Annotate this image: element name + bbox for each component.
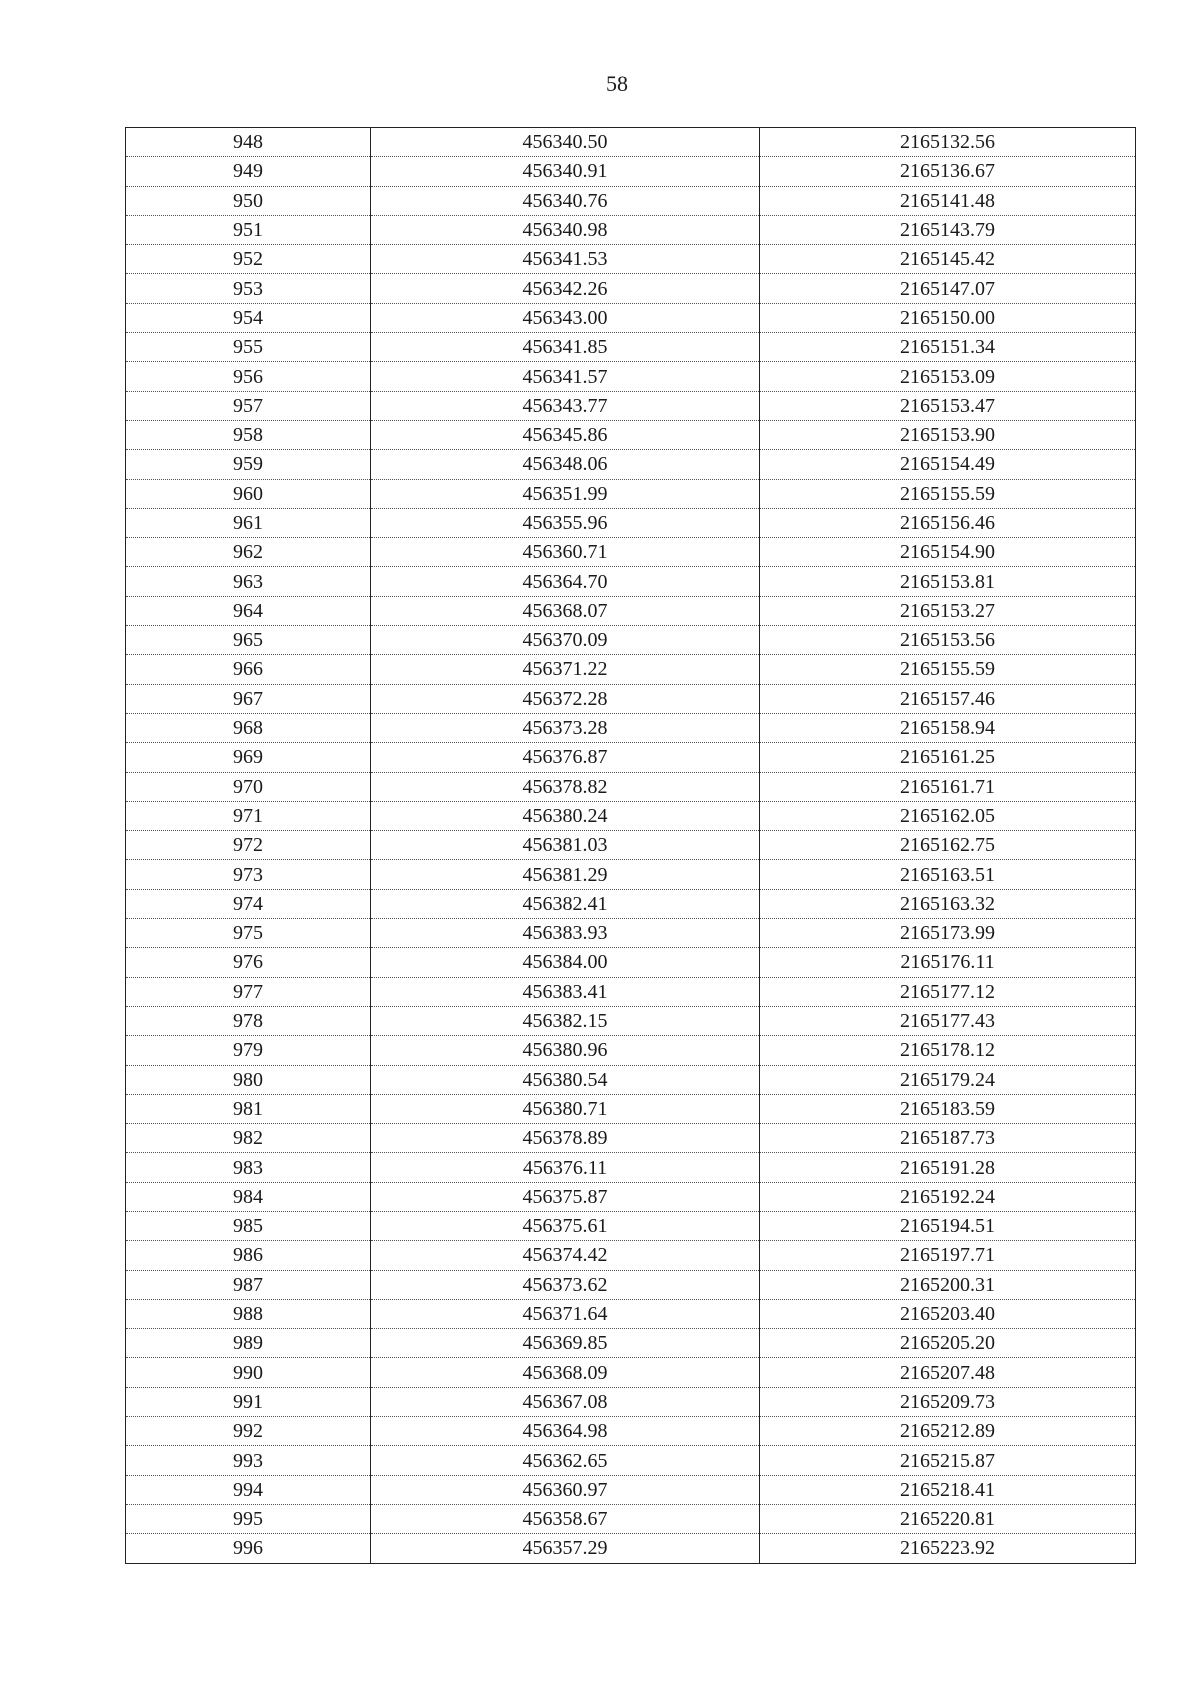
point-number-cell: 970 xyxy=(126,772,371,801)
coordinates-table-body xyxy=(126,128,1136,1564)
y-coordinate-cell: 2165155.59 xyxy=(760,479,1136,508)
x-coordinate-cell: 456380.71 xyxy=(371,1094,760,1123)
x-coordinate-cell: 456371.64 xyxy=(371,1299,760,1328)
table-row xyxy=(126,1475,1136,1504)
x-coordinate-cell: 456340.91 xyxy=(371,157,760,186)
table-row xyxy=(126,508,1136,537)
point-number-cell: 993 xyxy=(126,1446,371,1475)
point-number-cell: 950 xyxy=(126,186,371,215)
x-coordinate-cell: 456340.76 xyxy=(371,186,760,215)
x-coordinate-cell: 456380.54 xyxy=(371,1065,760,1094)
x-coordinate-cell: 456342.26 xyxy=(371,274,760,303)
x-coordinate-cell: 456370.09 xyxy=(371,626,760,655)
y-coordinate-cell: 2165145.42 xyxy=(760,245,1136,274)
y-coordinate-cell: 2165136.67 xyxy=(760,157,1136,186)
x-coordinate-cell: 456355.96 xyxy=(371,508,760,537)
table-row xyxy=(126,333,1136,362)
y-coordinate-cell: 2165157.46 xyxy=(760,684,1136,713)
x-coordinate-cell: 456357.29 xyxy=(371,1534,760,1563)
y-coordinate-cell: 2165200.31 xyxy=(760,1270,1136,1299)
point-number-cell: 980 xyxy=(126,1065,371,1094)
point-number-cell: 976 xyxy=(126,948,371,977)
point-number-cell: 984 xyxy=(126,1182,371,1211)
y-coordinate-cell: 2165153.56 xyxy=(760,626,1136,655)
x-coordinate-cell: 456376.11 xyxy=(371,1153,760,1182)
y-coordinate-cell: 2165203.40 xyxy=(760,1299,1136,1328)
table-row xyxy=(126,1124,1136,1153)
table-row xyxy=(126,1036,1136,1065)
table-row xyxy=(126,1182,1136,1211)
point-number-cell: 972 xyxy=(126,831,371,860)
y-coordinate-cell: 2165205.20 xyxy=(760,1329,1136,1358)
x-coordinate-cell: 456343.77 xyxy=(371,391,760,420)
y-coordinate-cell: 2165155.59 xyxy=(760,655,1136,684)
y-coordinate-cell: 2165220.81 xyxy=(760,1504,1136,1533)
x-coordinate-cell: 456380.24 xyxy=(371,801,760,830)
point-number-cell: 975 xyxy=(126,919,371,948)
table-row xyxy=(126,157,1136,186)
x-coordinate-cell: 456364.70 xyxy=(371,567,760,596)
x-coordinate-cell: 456371.22 xyxy=(371,655,760,684)
x-coordinate-cell: 456341.85 xyxy=(371,333,760,362)
point-number-cell: 990 xyxy=(126,1358,371,1387)
x-coordinate-cell: 456340.50 xyxy=(371,128,760,157)
y-coordinate-cell: 2165163.51 xyxy=(760,860,1136,889)
x-coordinate-cell: 456374.42 xyxy=(371,1241,760,1270)
y-coordinate-cell: 2165179.24 xyxy=(760,1065,1136,1094)
x-coordinate-cell: 456382.15 xyxy=(371,1006,760,1035)
point-number-cell: 978 xyxy=(126,1006,371,1035)
y-coordinate-cell: 2165154.90 xyxy=(760,538,1136,567)
table-row xyxy=(126,919,1136,948)
x-coordinate-cell: 456376.87 xyxy=(371,743,760,772)
table-row xyxy=(126,1299,1136,1328)
y-coordinate-cell: 2165183.59 xyxy=(760,1094,1136,1123)
point-number-cell: 954 xyxy=(126,303,371,332)
y-coordinate-cell: 2165212.89 xyxy=(760,1417,1136,1446)
table-row xyxy=(126,772,1136,801)
point-number-cell: 953 xyxy=(126,274,371,303)
y-coordinate-cell: 2165177.43 xyxy=(760,1006,1136,1035)
y-coordinate-cell: 2165154.49 xyxy=(760,450,1136,479)
point-number-cell: 962 xyxy=(126,538,371,567)
y-coordinate-cell: 2165162.05 xyxy=(760,801,1136,830)
point-number-cell: 979 xyxy=(126,1036,371,1065)
y-coordinate-cell: 2165153.90 xyxy=(760,420,1136,449)
x-coordinate-cell: 456381.29 xyxy=(371,860,760,889)
x-coordinate-cell: 456382.41 xyxy=(371,889,760,918)
point-number-cell: 958 xyxy=(126,420,371,449)
table-row xyxy=(126,1534,1136,1563)
point-number-cell: 965 xyxy=(126,626,371,655)
table-row xyxy=(126,977,1136,1006)
x-coordinate-cell: 456340.98 xyxy=(371,215,760,244)
point-number-cell: 986 xyxy=(126,1241,371,1270)
y-coordinate-cell: 2165161.71 xyxy=(760,772,1136,801)
table-row xyxy=(126,1387,1136,1416)
y-coordinate-cell: 2165153.81 xyxy=(760,567,1136,596)
point-number-cell: 983 xyxy=(126,1153,371,1182)
x-coordinate-cell: 456378.89 xyxy=(371,1124,760,1153)
y-coordinate-cell: 2165151.34 xyxy=(760,333,1136,362)
table-row xyxy=(126,801,1136,830)
point-number-cell: 951 xyxy=(126,215,371,244)
x-coordinate-cell: 456345.86 xyxy=(371,420,760,449)
x-coordinate-cell: 456375.61 xyxy=(371,1211,760,1240)
table-row xyxy=(126,245,1136,274)
point-number-cell: 952 xyxy=(126,245,371,274)
table-row xyxy=(126,1417,1136,1446)
table-row xyxy=(126,684,1136,713)
table-row xyxy=(126,186,1136,215)
point-number-cell: 955 xyxy=(126,333,371,362)
table-row xyxy=(126,1270,1136,1299)
point-number-cell: 956 xyxy=(126,362,371,391)
table-row xyxy=(126,128,1136,157)
y-coordinate-cell: 2165218.41 xyxy=(760,1475,1136,1504)
x-coordinate-cell: 456369.85 xyxy=(371,1329,760,1358)
table-row xyxy=(126,860,1136,889)
point-number-cell: 987 xyxy=(126,1270,371,1299)
coordinates-table xyxy=(125,127,1136,1564)
point-number-cell: 971 xyxy=(126,801,371,830)
point-number-cell: 949 xyxy=(126,157,371,186)
point-number-cell: 963 xyxy=(126,567,371,596)
point-number-cell: 989 xyxy=(126,1329,371,1358)
x-coordinate-cell: 456372.28 xyxy=(371,684,760,713)
table-row xyxy=(126,450,1136,479)
table-row xyxy=(126,215,1136,244)
y-coordinate-cell: 2165223.92 xyxy=(760,1534,1136,1563)
y-coordinate-cell: 2165153.47 xyxy=(760,391,1136,420)
point-number-cell: 957 xyxy=(126,391,371,420)
point-number-cell: 964 xyxy=(126,596,371,625)
y-coordinate-cell: 2165187.73 xyxy=(760,1124,1136,1153)
y-coordinate-cell: 2165207.48 xyxy=(760,1358,1136,1387)
y-coordinate-cell: 2165153.27 xyxy=(760,596,1136,625)
y-coordinate-cell: 2165158.94 xyxy=(760,713,1136,742)
table-row xyxy=(126,1006,1136,1035)
point-number-cell: 992 xyxy=(126,1417,371,1446)
table-row xyxy=(126,743,1136,772)
point-number-cell: 966 xyxy=(126,655,371,684)
page-number: 58 xyxy=(606,71,628,96)
x-coordinate-cell: 456373.28 xyxy=(371,713,760,742)
x-coordinate-cell: 456341.53 xyxy=(371,245,760,274)
x-coordinate-cell: 456348.06 xyxy=(371,450,760,479)
x-coordinate-cell: 456378.82 xyxy=(371,772,760,801)
point-number-cell: 985 xyxy=(126,1211,371,1240)
x-coordinate-cell: 456362.65 xyxy=(371,1446,760,1475)
point-number-cell: 948 xyxy=(126,128,371,157)
y-coordinate-cell: 2165197.71 xyxy=(760,1241,1136,1270)
point-number-cell: 959 xyxy=(126,450,371,479)
point-number-cell: 960 xyxy=(126,479,371,508)
table-row xyxy=(126,831,1136,860)
point-number-cell: 968 xyxy=(126,713,371,742)
point-number-cell: 991 xyxy=(126,1387,371,1416)
y-coordinate-cell: 2165162.75 xyxy=(760,831,1136,860)
point-number-cell: 982 xyxy=(126,1124,371,1153)
y-coordinate-cell: 2165209.73 xyxy=(760,1387,1136,1416)
table-row xyxy=(126,713,1136,742)
y-coordinate-cell: 2165153.09 xyxy=(760,362,1136,391)
point-number-cell: 967 xyxy=(126,684,371,713)
y-coordinate-cell: 2165150.00 xyxy=(760,303,1136,332)
table-row xyxy=(126,567,1136,596)
y-coordinate-cell: 2165156.46 xyxy=(760,508,1136,537)
y-coordinate-cell: 2165178.12 xyxy=(760,1036,1136,1065)
y-coordinate-cell: 2165192.24 xyxy=(760,1182,1136,1211)
y-coordinate-cell: 2165141.48 xyxy=(760,186,1136,215)
table-row xyxy=(126,889,1136,918)
table-row xyxy=(126,1241,1136,1270)
table-row xyxy=(126,1358,1136,1387)
point-number-cell: 974 xyxy=(126,889,371,918)
point-number-cell: 977 xyxy=(126,977,371,1006)
point-number-cell: 973 xyxy=(126,860,371,889)
table-row xyxy=(126,655,1136,684)
table-row xyxy=(126,538,1136,567)
table-row xyxy=(126,391,1136,420)
y-coordinate-cell: 2165177.12 xyxy=(760,977,1136,1006)
table-row xyxy=(126,362,1136,391)
x-coordinate-cell: 456367.08 xyxy=(371,1387,760,1416)
y-coordinate-cell: 2165173.99 xyxy=(760,919,1136,948)
y-coordinate-cell: 2165132.56 xyxy=(760,128,1136,157)
y-coordinate-cell: 2165215.87 xyxy=(760,1446,1136,1475)
table-row xyxy=(126,596,1136,625)
y-coordinate-cell: 2165176.11 xyxy=(760,948,1136,977)
table-row xyxy=(126,1504,1136,1533)
x-coordinate-cell: 456360.97 xyxy=(371,1475,760,1504)
point-number-cell: 994 xyxy=(126,1475,371,1504)
x-coordinate-cell: 456383.93 xyxy=(371,919,760,948)
table-row xyxy=(126,1446,1136,1475)
table-row xyxy=(126,420,1136,449)
y-coordinate-cell: 2165191.28 xyxy=(760,1153,1136,1182)
x-coordinate-cell: 456384.00 xyxy=(371,948,760,977)
y-coordinate-cell: 2165163.32 xyxy=(760,889,1136,918)
y-coordinate-cell: 2165161.25 xyxy=(760,743,1136,772)
x-coordinate-cell: 456368.09 xyxy=(371,1358,760,1387)
table-row xyxy=(126,948,1136,977)
x-coordinate-cell: 456368.07 xyxy=(371,596,760,625)
table-row xyxy=(126,479,1136,508)
x-coordinate-cell: 456341.57 xyxy=(371,362,760,391)
x-coordinate-cell: 456381.03 xyxy=(371,831,760,860)
table-row xyxy=(126,303,1136,332)
y-coordinate-cell: 2165194.51 xyxy=(760,1211,1136,1240)
table-row xyxy=(126,1065,1136,1094)
x-coordinate-cell: 456383.41 xyxy=(371,977,760,1006)
x-coordinate-cell: 456351.99 xyxy=(371,479,760,508)
x-coordinate-cell: 456375.87 xyxy=(371,1182,760,1211)
y-coordinate-cell: 2165143.79 xyxy=(760,215,1136,244)
x-coordinate-cell: 456364.98 xyxy=(371,1417,760,1446)
y-coordinate-cell: 2165147.07 xyxy=(760,274,1136,303)
x-coordinate-cell: 456360.71 xyxy=(371,538,760,567)
x-coordinate-cell: 456373.62 xyxy=(371,1270,760,1299)
point-number-cell: 988 xyxy=(126,1299,371,1328)
point-number-cell: 981 xyxy=(126,1094,371,1123)
point-number-cell: 961 xyxy=(126,508,371,537)
table-row xyxy=(126,1094,1136,1123)
x-coordinate-cell: 456358.67 xyxy=(371,1504,760,1533)
point-number-cell: 969 xyxy=(126,743,371,772)
table-row xyxy=(126,274,1136,303)
table-row xyxy=(126,626,1136,655)
x-coordinate-cell: 456343.00 xyxy=(371,303,760,332)
point-number-cell: 996 xyxy=(126,1534,371,1563)
x-coordinate-cell: 456380.96 xyxy=(371,1036,760,1065)
table-row xyxy=(126,1211,1136,1240)
table-row xyxy=(126,1153,1136,1182)
table-row xyxy=(126,1329,1136,1358)
point-number-cell: 995 xyxy=(126,1504,371,1533)
